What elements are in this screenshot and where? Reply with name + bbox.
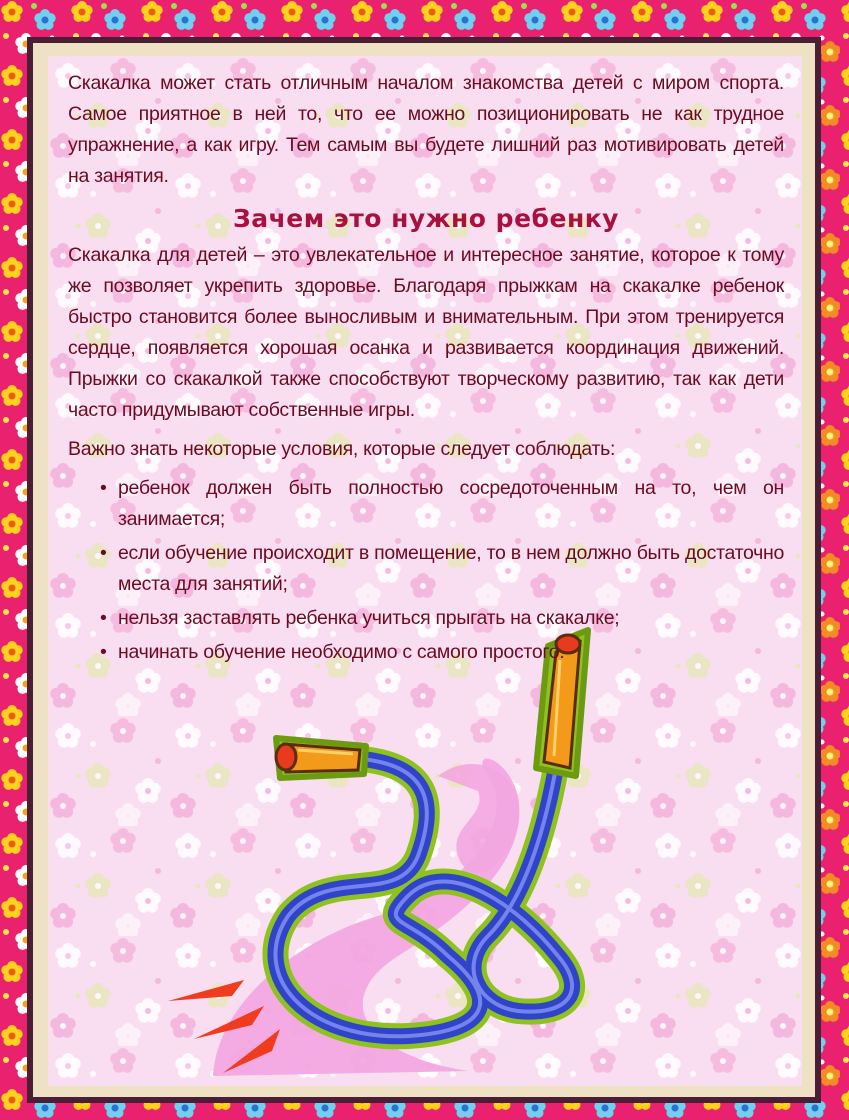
bullet-icon: • — [100, 641, 107, 663]
list-item-text: если обучение происходит в помещение, то в нем должно быть достаточно места для занятий; — [118, 542, 784, 595]
list-item — [100, 603, 784, 634]
list-item — [100, 473, 784, 535]
conditions-list — [68, 473, 784, 668]
rope-handle-left — [276, 738, 366, 778]
intro-paragraph: Скакалка может стать отличным началом знакомства детей с миром спорта. Самое приятное в ней то, что ее можно позиционировать не как трудное упражнение, а как игру. Тем самым вы будете лишний раз мотивировать детей на занятия. — [68, 72, 784, 187]
body-paragraph: Скакалка для детей – это увлекательное и интересное занятие, которое к тому же позволяет укрепить здоровье. Благодаря прыжкам на скакалке ребенок быстро становится более выносливым и внимательным. При этом тренируется сердце, появляется хорошая осанка и развивается координация движений. Прыжки со скакалкой также способствуют творческому развитию, так как дети часто придумывают собственные игры. — [68, 244, 784, 421]
list-item-text: нельзя заставлять ребенка учиться прыгать на скакалке; — [118, 607, 620, 629]
list-item — [100, 637, 784, 668]
conditions-intro: Важно знать некоторые условия, которые следует соблюдать: — [68, 438, 616, 460]
content-page — [48, 56, 802, 1086]
list-item-text: ребенок должен быть полностью сосредоточенным на то, чем он занимается; — [118, 477, 784, 530]
list-item-text: начинать обучение необходимо с самого простого. — [118, 641, 565, 663]
article-text — [68, 68, 784, 671]
list-item — [100, 538, 784, 600]
bullet-icon: • — [100, 477, 107, 499]
section-heading: Зачем это нужно ребенку — [233, 204, 619, 233]
bullet-icon: • — [100, 607, 107, 629]
bullet-icon: • — [100, 542, 107, 564]
